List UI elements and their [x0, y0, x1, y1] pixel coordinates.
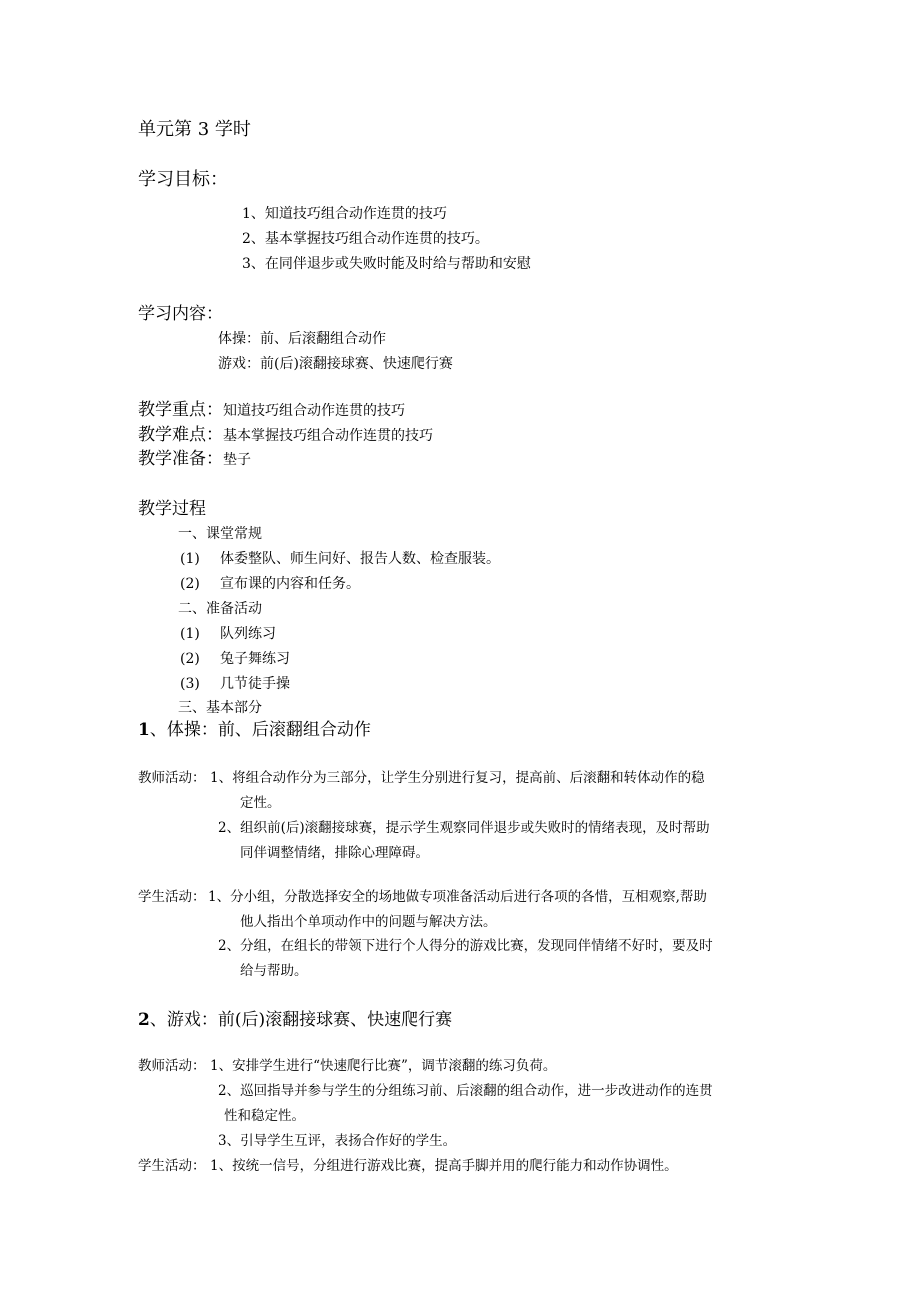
part2-item	[180, 677, 290, 691]
teaching-preparation	[138, 451, 251, 468]
lesson-title: 单元第 3 学时	[138, 119, 251, 140]
content-heading: 学习内容：	[138, 304, 223, 324]
section1-teacher-item: 2、组织前(后)滚翻接球赛，提示学生观察同伴退步或失败时的情绪表现，及时帮助	[218, 820, 710, 836]
difficulty-value: 基本掌握技巧组合动作连贯的技巧	[223, 428, 433, 444]
section1-student-item: 1、分小组，分散选择安全的场地做专项准备活动后进行各项的各惜，互相观察,帮助	[208, 889, 707, 905]
section1-teacher-item: 1、将组合动作分为三部分，让学生分别进行复习，提高前、后滚翻和转体动作的稳	[210, 770, 705, 786]
section1-student-item-cont: 他人指出个单项动作中的问题与解决方法。	[240, 914, 497, 930]
content-item: 游戏：前(后)滚翻接球赛、快速爬行赛	[218, 356, 453, 372]
item-text: 几节徒手操	[220, 676, 290, 692]
part2-title: 二、准备活动	[178, 601, 262, 617]
part2-item	[180, 652, 290, 666]
section1-heading	[138, 722, 371, 739]
part2-item	[180, 627, 276, 641]
focus-label: 教学重点：	[138, 400, 223, 420]
section2-student-label: 学生活动：	[138, 1158, 206, 1174]
section2-teacher-label: 教师活动：	[138, 1058, 206, 1074]
section1-teacher-label: 教师活动：	[138, 770, 206, 786]
item-number: (3)	[180, 676, 200, 692]
section-number: 1	[138, 720, 150, 740]
difficulty-label: 教学难点：	[138, 425, 223, 445]
section2-student-item: 1、按统一信号，分组进行游戏比赛，提高手脚并用的爬行能力和动作协调性。	[210, 1158, 678, 1174]
section1-teacher-item-cont: 同伴调整情绪，排除心理障碍。	[240, 845, 429, 861]
prep-label: 教学准备：	[138, 449, 223, 469]
objectives-heading: 学习目标：	[138, 169, 228, 190]
process-heading: 教学过程	[138, 499, 206, 519]
objective-item: 2、基本掌握技巧组合动作连贯的技巧。	[242, 231, 489, 247]
objective-item: 3、在同伴退步或失败时能及时给与帮助和安慰	[242, 256, 531, 272]
section1-student-item: 2、分组，在组长的带领下进行个人得分的游戏比赛，发现同伴情绪不好时，要及时	[218, 938, 713, 954]
item-text: 体委整队、师生问好、报告人数、检查服装。	[220, 551, 500, 567]
section2-teacher-item: 2、巡回指导并参与学生的分组练习前、后滚翻的组合动作，进一步改进动作的连贯	[218, 1083, 713, 1099]
part1-item	[180, 552, 500, 566]
part1-item	[180, 577, 360, 591]
section2-teacher-item: 3、引导学生互评，表扬合作好的学生。	[218, 1133, 457, 1149]
section2-teacher-item-cont: 性和稳定性。	[224, 1108, 305, 1124]
item-number: (2)	[180, 651, 200, 667]
section1-teacher-item-cont: 定性。	[240, 795, 281, 811]
prep-value: 垫子	[223, 452, 251, 468]
section-number: 2	[138, 1010, 150, 1030]
section2-heading	[138, 1012, 452, 1029]
section2-teacher-item: 1、安排学生进行“快速爬行比赛”，调节滚翻的练习负荷。	[210, 1058, 557, 1074]
section1-student-label: 学生活动：	[138, 889, 206, 905]
part3-title: 三、基本部分	[178, 700, 262, 716]
item-text: 兔子舞练习	[220, 651, 290, 667]
teaching-focus	[138, 402, 405, 419]
section-title: 、体操：前、后滚翻组合动作	[149, 720, 371, 740]
item-text: 队列练习	[220, 626, 276, 642]
item-number: (1)	[180, 551, 200, 567]
teaching-difficulty	[138, 427, 433, 444]
section1-student-item-cont: 给与帮助。	[240, 963, 308, 979]
focus-value: 知道技巧组合动作连贯的技巧	[223, 403, 405, 419]
item-number: (1)	[180, 626, 200, 642]
item-number: (2)	[180, 576, 200, 592]
content-item: 体操：前、后滚翻组合动作	[218, 331, 386, 347]
section-title: 、游戏：前(后)滚翻接球赛、快速爬行赛	[149, 1010, 453, 1030]
objective-item: 1、知道技巧组合动作连贯的技巧	[242, 206, 447, 222]
part1-title: 一、课堂常规	[178, 526, 262, 542]
item-text: 宣布课的内容和任务。	[220, 576, 360, 592]
